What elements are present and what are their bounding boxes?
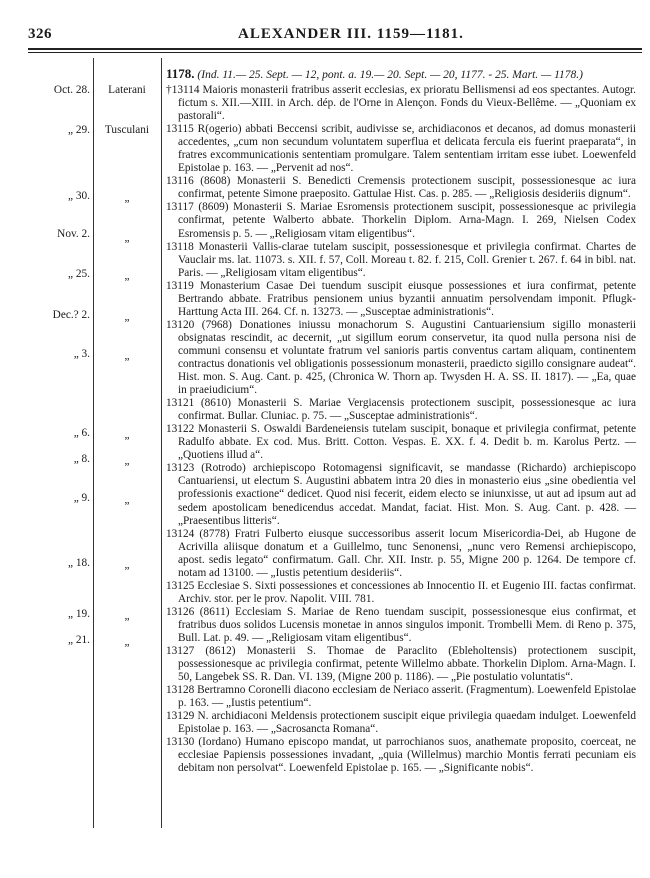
regest-entry-13124: 13124 (8778) Fratri Fulberto eiusque successoribus asserit locum Misericordia-Dei, ab Hugone de Acrivilla aliisque donatum et a Guillelmo, tunc Senonensi, „nunc vero Remensi archiepiscopo, apost. sedis legato“ confirmatum. Gall. Chr. XII. Instr. p. 55, Migne 200 p. 1264. De tempore cf. notam ad 13100. — „Iustis petentium desideriis“. xyxy=(166,527,636,579)
place-entry: „ xyxy=(124,350,130,362)
place-entry: „ xyxy=(124,232,130,244)
regest-entry-13117: 13117 (8609) Monasterii S. Mariae Esromensis protectionem suscipit, possessionesque ac privilegia confirmat, petente Walberto abbate. Thorkelin Diplom. Arna-Magn. I. 269, Nielsen Codex Esromensis p. 5. — „Religiosam vitam eligentibus“. xyxy=(166,201,636,240)
regest-entry-13125: 13125 Ecclesiae S. Sixti possessiones et concessiones ab Innocentio II. et Eugenio III. factas confirmat. Archiv. stor. per le prov. Napolit. VIII. 781. xyxy=(166,579,636,605)
column-divider-date xyxy=(93,58,94,828)
date-entry: „ 30. xyxy=(68,190,90,202)
place-entry: „ xyxy=(124,559,130,571)
column-divider-place xyxy=(161,58,162,828)
date-entry: „ 8. xyxy=(73,453,90,465)
date-entry: „ 6. xyxy=(73,427,90,439)
year-heading xyxy=(166,66,636,83)
regest-entry-13129: 13129 N. archidiaconi Meldensis protectionem suscipit eique privilegia quaedam indulget. Loewenfeld Epistolae p. 163. — „Sacrosancta Romana“. xyxy=(166,710,636,736)
date-entry: „ 3. xyxy=(73,348,90,360)
header-rule-thick xyxy=(28,48,642,50)
date-entry: „ 19. xyxy=(68,608,90,620)
year-number: 1178. xyxy=(166,66,195,81)
regest-entry-13114: †13114 Maioris monasterii fratribus asserit ecclesias, ex prioratu Bellismensi ad eos spectantes. Autogr. fictum s. XII.—XIII. in Arch. dép. de l'Orne in Alençon. Fonds du Vieux-Bellême. — „Quoniam ex pastorali“. xyxy=(166,84,636,123)
place-entry: „ xyxy=(124,610,130,622)
regest-entry-13122: 13122 Monasterii S. Oswaldi Bardeneiensis tutelam suscipit, bonaque et privilegia confirmat, petente Radulfo abbate. Ex cod. Mus. Britt. Cotton. Vespas. E. XX. f. 4. Dedit b. m. Karolus Pertz. — „Quotiens illud a“. xyxy=(166,423,636,462)
place-entry: Tusculani xyxy=(104,124,150,136)
date-entry: Nov. 2. xyxy=(57,228,90,240)
regest-entry-13115: 13115 R(ogerio) abbati Beccensi scribit, audivisse se, archidiaconos et decanos, ad domus monasterii accedentes, „cum non secundum voluntatem superflua et delicata fercula eis fuerint praeparata“, in fratres excommunicationis sententiam promulgare. Talem sententiam irritam esse iubet. Loewenfeld Epistolae p. 163. — „Pervenit ad nos“. xyxy=(166,123,636,175)
place-entry: „ xyxy=(124,270,130,282)
date-entry: „ 21. xyxy=(68,634,90,646)
regest-entry-13118: 13118 Monasterii Vallis-clarae tutelam suscipit, possessionesque et privilegia confirmat. Chartes de Vauclair ms. lat. 11073. s. XII. f. 57, Coll. Moreau t. 82. f. 215, Coll. Grenier t. 267. f. 64 in bibl. nat. Paris. — „Religiosam vitam eligentibus“. xyxy=(166,240,636,279)
regest-entry-13127: 13127 (8612) Monasterii S. Thomae de Paraclito (Ebleholtensis) protectionem suscipit, possessionesque ac privilegia confirmat, petente Willelmo abbate. Thorkelin Diplom. Arna-Magn. I. 50, Langebek SS. R. Dan. VI. 139, (Migne 200 p. 1186). — „Pie postulatio voluntatis“. xyxy=(166,645,636,684)
regest-entry-13120: 13120 (7968) Donationes iniussu monachorum S. Augustini Cantuariensium sigillo monasterii obsignatas rescindit, ac decernit, „ut sigillum eorum conservetur, ita quod nulla persona nisi de communi consensu et voluntate fratrum vel sanioris partis conventus cartam aliquam, continentem contractus donationis vel obligationis possessionum monasterii, praedicto sigillo consignare audeat“. Hist. mon. S. Aug. Cant. p. 425, (Chronica W. Thorn ap. Twysden H. A. SS. II. 1817). — „Ea, quae in praeiudicium“. xyxy=(166,318,636,397)
place-entry: „ xyxy=(124,311,130,323)
date-entry: „ 25. xyxy=(68,268,90,280)
regesta-column xyxy=(166,66,636,775)
place-entry: Laterani xyxy=(108,84,146,96)
page-number: 326 xyxy=(28,26,52,42)
date-entry: Dec.? 2. xyxy=(52,309,90,321)
place-entry: „ xyxy=(124,636,130,648)
place-entry: „ xyxy=(124,192,130,204)
place-entry: „ xyxy=(124,429,130,441)
place-entry: „ xyxy=(124,494,130,506)
header-rule-thin xyxy=(28,52,642,53)
date-entry: „ 18. xyxy=(68,557,90,569)
regest-entry-13121: 13121 (8610) Monasterii S. Mariae Vergiacensis protectionem suscipit, possessionesque ac iura confirmat. Bullar. Cluniac. p. 75. — „Susceptae administrationis“. xyxy=(166,397,636,423)
place-entry: „ xyxy=(124,455,130,467)
regest-entry-13126: 13126 (8611) Ecclesiam S. Mariae de Reno tuendam suscipit, possessionesque eius confirmat, et fratribus duos solidos Lucensis monetae in annos singulos imponit. Trombelli Mem. di Reno p. 375, Bull. Lat. p. 49. — „Religiosam vitam eligentibus“. xyxy=(166,605,636,644)
date-entry: „ 9. xyxy=(73,492,90,504)
date-entry: „ 29. xyxy=(68,124,90,136)
running-title: ALEXANDER III. 1159—1181. xyxy=(238,26,464,42)
year-indiction: (Ind. 11.— 25. Sept. — 12, pont. a. 19.— 20. Sept. — 20, 1177. - 25. Mart. — 1178.) xyxy=(197,69,583,81)
date-entry: Oct. 28. xyxy=(53,84,90,96)
running-header xyxy=(28,26,640,46)
regest-entry-13116: 13116 (8608) Monasterii S. Benedicti Cremensis protectionem suscipit, possessionesque ac iura confirmat, petente Simone praeposito. Gattulae Hist. Cas. p. 285. — „Religiosis desideriis dignum“. xyxy=(166,175,636,201)
regest-entry-13130: 13130 (Iordano) Humano episcopo mandat, ut parrochianos suos, anathemate proposito, coerceat, ne ecclesiae Papiensis possessiones invadant, „quia (Willelmus) marchio Montis ferrati pecuniam eis debitam non persolvat“. Loewenfeld Epistolae p. 165. — „Significante nobis“. xyxy=(166,736,636,775)
regest-entry-13119: 13119 Monasterium Casae Dei tuendum suscipit eiusque possessiones et iura confirmat, petente Bertrando abbate. Fratribus pensionem unius byzantii annuatim persolvendam imponit. Pflugk-Harttung Acta III. 264. Cf. n. 13273. — „Susceptae administrationis“. xyxy=(166,279,636,318)
regest-entry-13128: 13128 Bertramno Coronelli diacono ecclesiam de Neriaco asserit. (Fragmentum). Loewenfeld Epistolae p. 163. — „Iustis petentium“. xyxy=(166,684,636,710)
regest-entry-13123: 13123 (Rotrodo) archiepiscopo Rotomagensi significavit, se mandasse (Richardo) archiepiscopo Cantuariensi, ut electum S. Augustini abbatem intra 20 dies in monasterio eius „sine obedientia vel professionis exactione“ dedicet. Quod nisi fecerit, eidem electo se iniunxisse, ut aut ad ipsum aut ad sedem apostolicam benedicendus accedat. Mandat, faciat. Hist. Mon. S. Aug. Cant. p. 428. — „Praesentibus litteris“. xyxy=(166,462,636,527)
